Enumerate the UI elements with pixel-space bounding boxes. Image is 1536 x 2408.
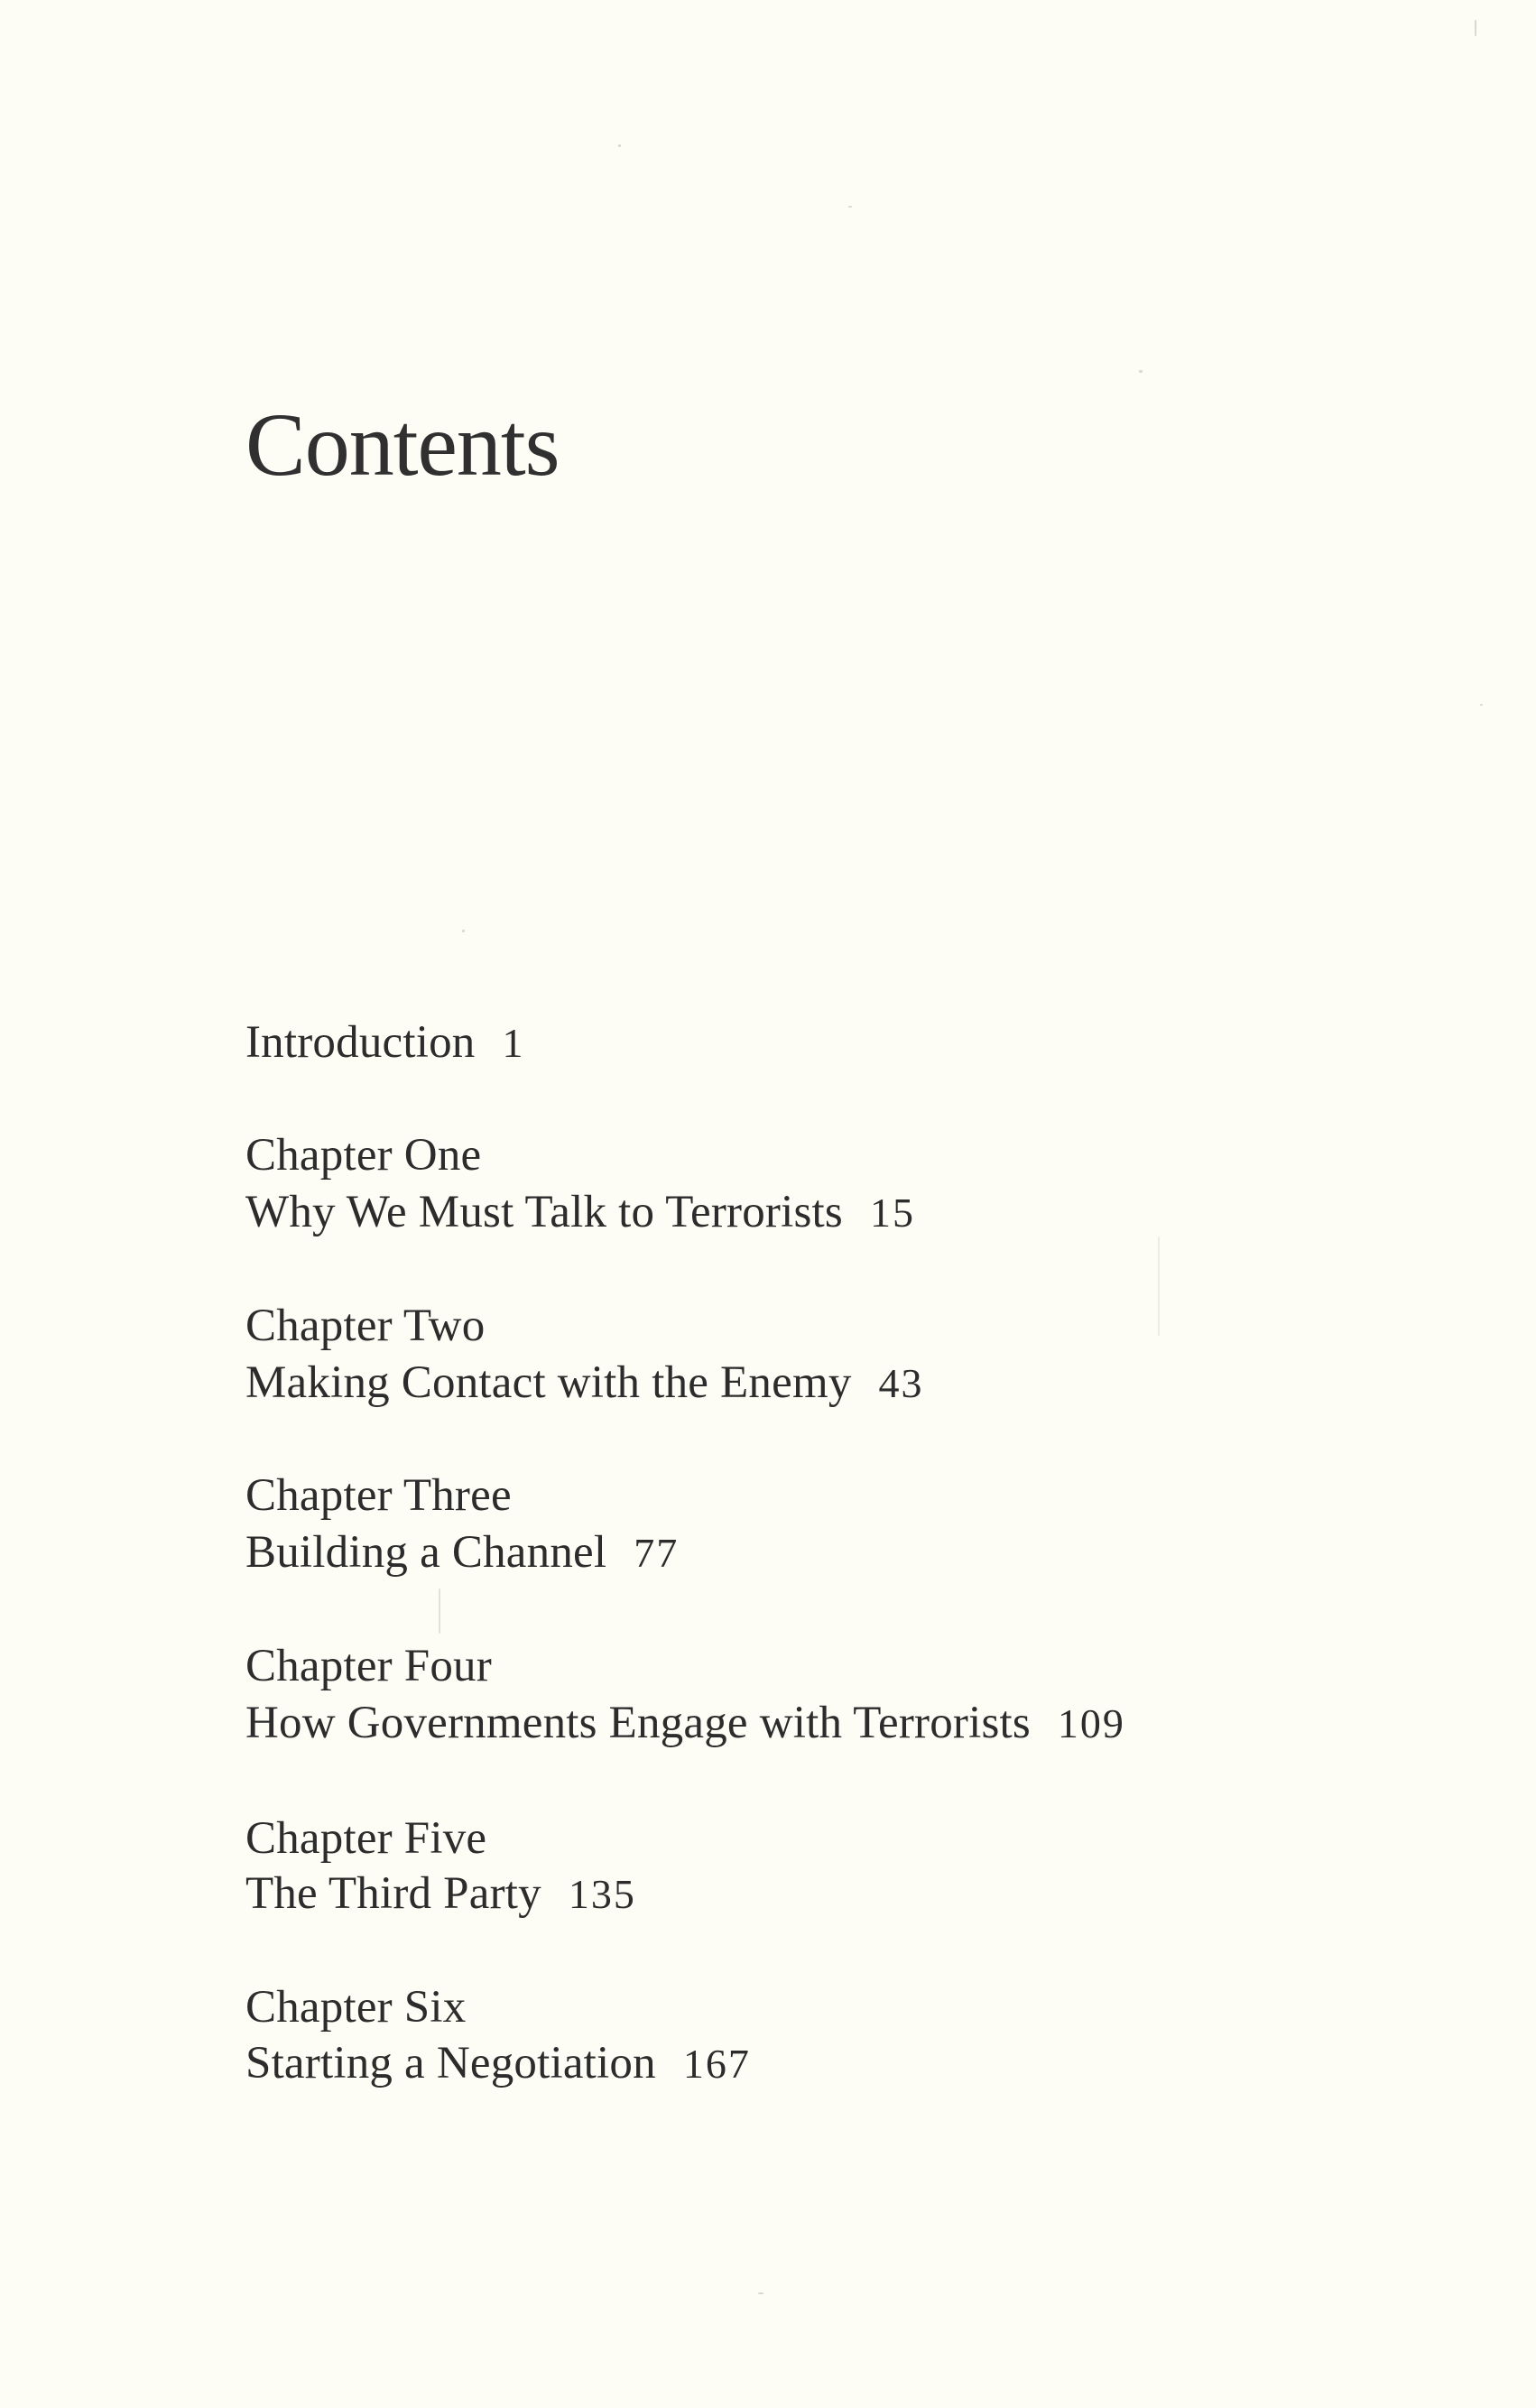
scan-mark: [848, 206, 852, 208]
entry-title: Starting a Negotiation: [245, 2038, 656, 2088]
scan-mark: [618, 144, 621, 147]
toc-entry-chapter-one[interactable]: [245, 1185, 915, 1240]
chapter-label: Chapter Two: [245, 1301, 486, 1351]
entry-title: How Governments Engage with Terrorists: [245, 1698, 1031, 1748]
scan-mark: [1158, 1236, 1160, 1336]
page-number: 43: [878, 1360, 924, 1406]
entry-title: Making Contact with the Enemy: [245, 1357, 852, 1408]
toc-entry-chapter-two[interactable]: [245, 1356, 924, 1411]
toc-entry-chapter-six[interactable]: [245, 2036, 751, 2091]
entry-title: Building a Channel: [245, 1527, 607, 1578]
scan-mark: [1139, 370, 1143, 373]
page-title: Contents: [245, 394, 560, 495]
page-number: 109: [1057, 1700, 1125, 1746]
chapter-label: Chapter Five: [245, 1813, 487, 1864]
entry-title: Why We Must Talk to Terrorists: [245, 1187, 843, 1237]
page-number: 167: [682, 2041, 751, 2087]
chapter-label: Chapter One: [245, 1130, 482, 1181]
scan-mark: [462, 930, 465, 932]
page-number: 15: [869, 1190, 915, 1236]
chapter-label: Chapter Three: [245, 1470, 512, 1521]
toc-entry-chapter-five[interactable]: [245, 1866, 636, 1922]
toc-entry-introduction[interactable]: [245, 1015, 525, 1070]
scan-mark: [1480, 704, 1483, 706]
page-number: 77: [634, 1530, 680, 1576]
chapter-label: Chapter Six: [245, 1982, 467, 2033]
toc-entry-chapter-four[interactable]: [245, 1696, 1125, 1751]
scan-mark: [439, 1588, 440, 1634]
scan-mark: [758, 2292, 763, 2294]
entry-title: The Third Party: [245, 1868, 541, 1919]
entry-title: Introduction: [245, 1017, 476, 1068]
toc-entry-chapter-three[interactable]: [245, 1525, 679, 1580]
scan-mark: [1475, 20, 1476, 36]
chapter-label: Chapter Four: [245, 1641, 492, 1691]
page-number: 135: [568, 1871, 636, 1917]
page-number: 1: [502, 1020, 525, 1066]
